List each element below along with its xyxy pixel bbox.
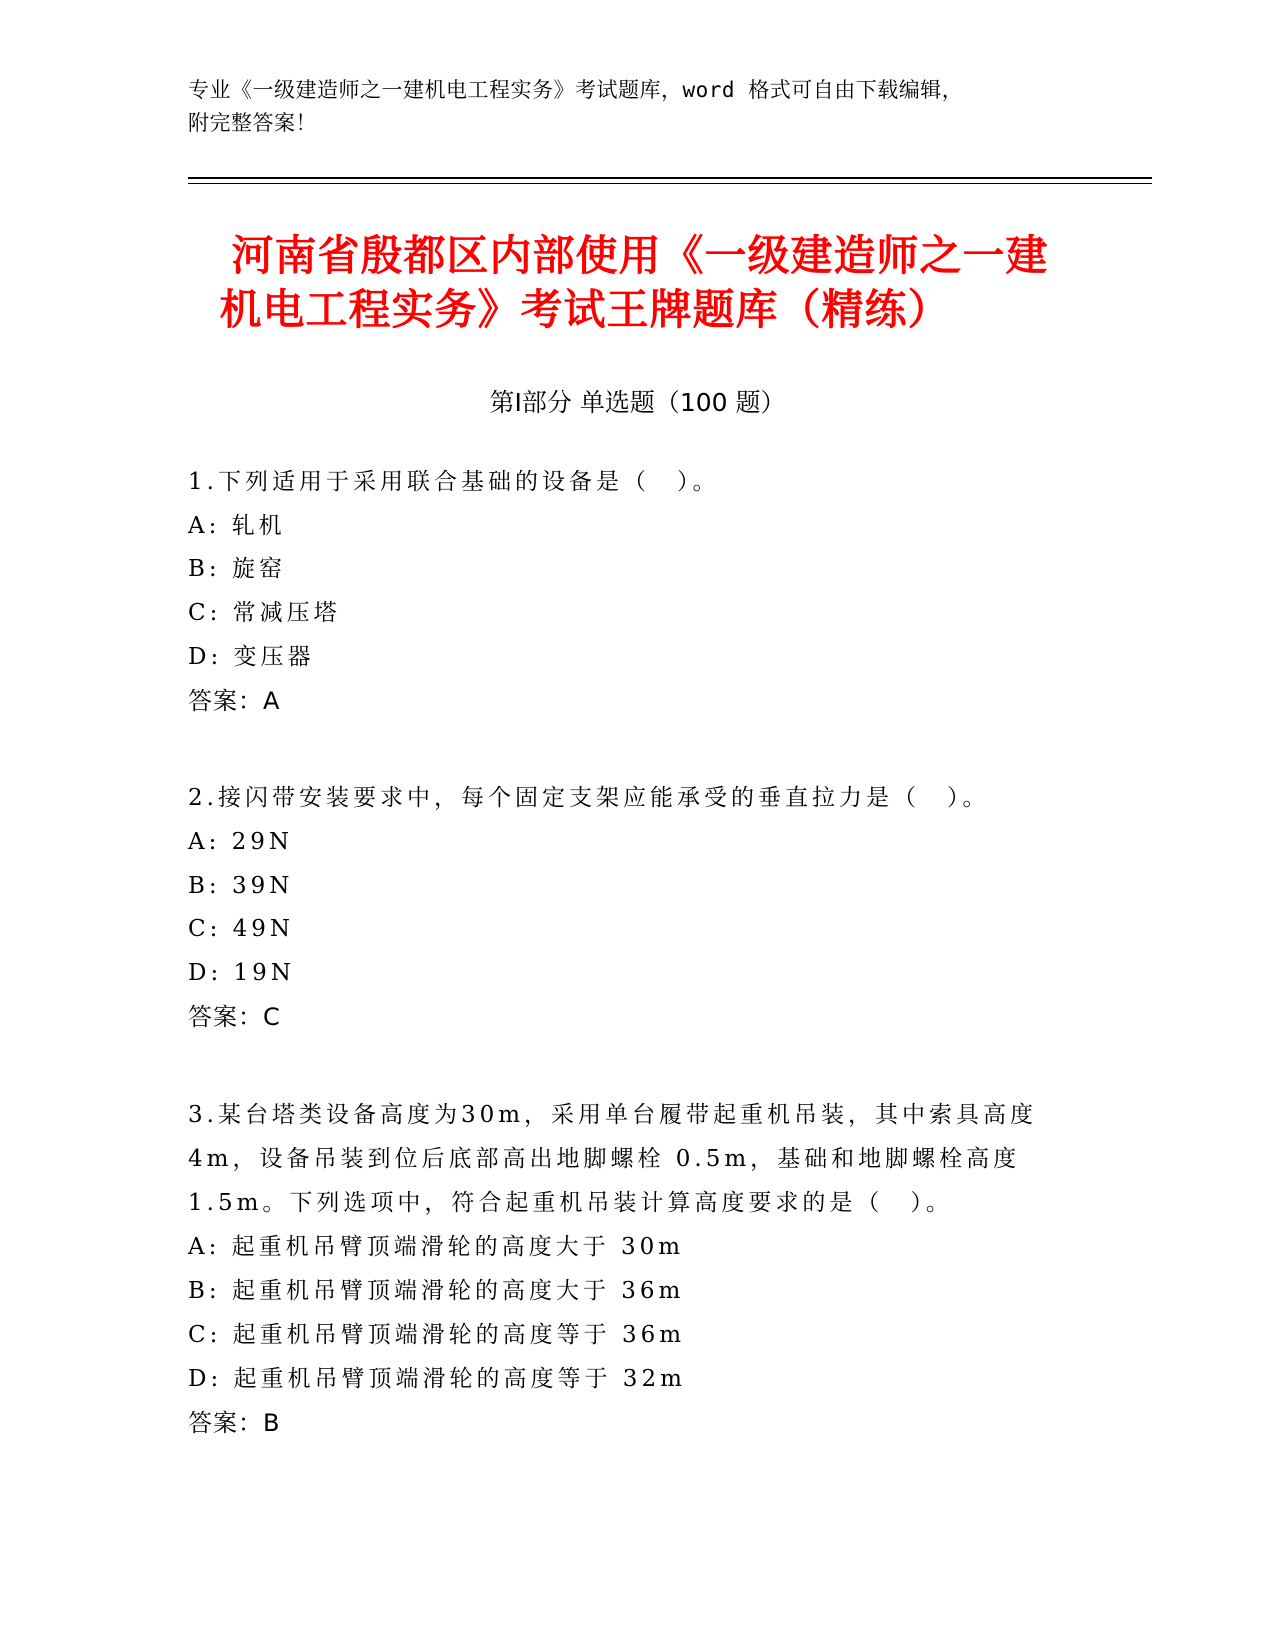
page-title-line-2: 机电工程实务》考试王牌题库（精练）	[219, 285, 951, 334]
question-1-option-a: A: 轧机	[188, 513, 286, 539]
question-3-option-c: C: 起重机吊臂顶端滑轮的高度等于 36m	[188, 1322, 686, 1348]
question-3-answer: 答案：B	[188, 1409, 281, 1437]
header-divider-thin	[188, 183, 1152, 184]
page-title-line-1: 河南省殷都区内部使用《一级建造师之一建	[231, 231, 1049, 280]
question-1-option-b: B: 旋窑	[188, 556, 286, 582]
header-note-line-2: 附完整答案！	[188, 111, 317, 135]
question-3-option-b: B: 起重机吊臂顶端滑轮的高度大于 36m	[188, 1278, 685, 1304]
question-3-stem-line-3: 1.5m。下列选项中，符合起重机吊装计算高度要求的是（ ）。	[188, 1190, 953, 1216]
header-note-line-1: 专业《一级建造师之一建机电工程实务》考试题库，word 格式可自由下载编辑，	[188, 78, 964, 102]
question-1-answer: 答案：A	[188, 687, 281, 715]
question-2-stem: 2.接闪带安装要求中，每个固定支架应能承受的垂直拉力是（ ）。	[188, 785, 990, 811]
header-divider-thick	[188, 177, 1152, 179]
question-2-option-d: D: 19N	[188, 960, 295, 986]
section-heading: 第Ⅰ部分 单选题（100 题）	[489, 388, 786, 417]
question-2-answer: 答案：C	[188, 1003, 281, 1031]
question-2-option-a: A: 29N	[188, 829, 294, 855]
question-1-option-c: C: 常减压塔	[188, 600, 341, 626]
header-note	[188, 74, 1088, 140]
question-3-stem-line-1: 3.某台塔类设备高度为30m，采用单台履带起重机吊装，其中索具高度	[188, 1102, 1038, 1128]
question-1-stem: 1.下列适用于采用联合基础的设备是（ ）。	[188, 469, 720, 495]
question-3-option-d: D: 起重机吊臂顶端滑轮的高度等于 32m	[188, 1366, 686, 1392]
question-3-option-a: A: 起重机吊臂顶端滑轮的高度大于 30m	[188, 1234, 685, 1260]
question-3-stem-line-2: 4m，设备吊装到位后底部高出地脚螺栓 0.5m，基础和地脚螺栓高度	[188, 1146, 1021, 1172]
question-2-option-c: C: 49N	[188, 916, 295, 942]
question-2-option-b: B: 39N	[188, 873, 294, 899]
question-1-option-d: D: 变压器	[188, 644, 315, 670]
